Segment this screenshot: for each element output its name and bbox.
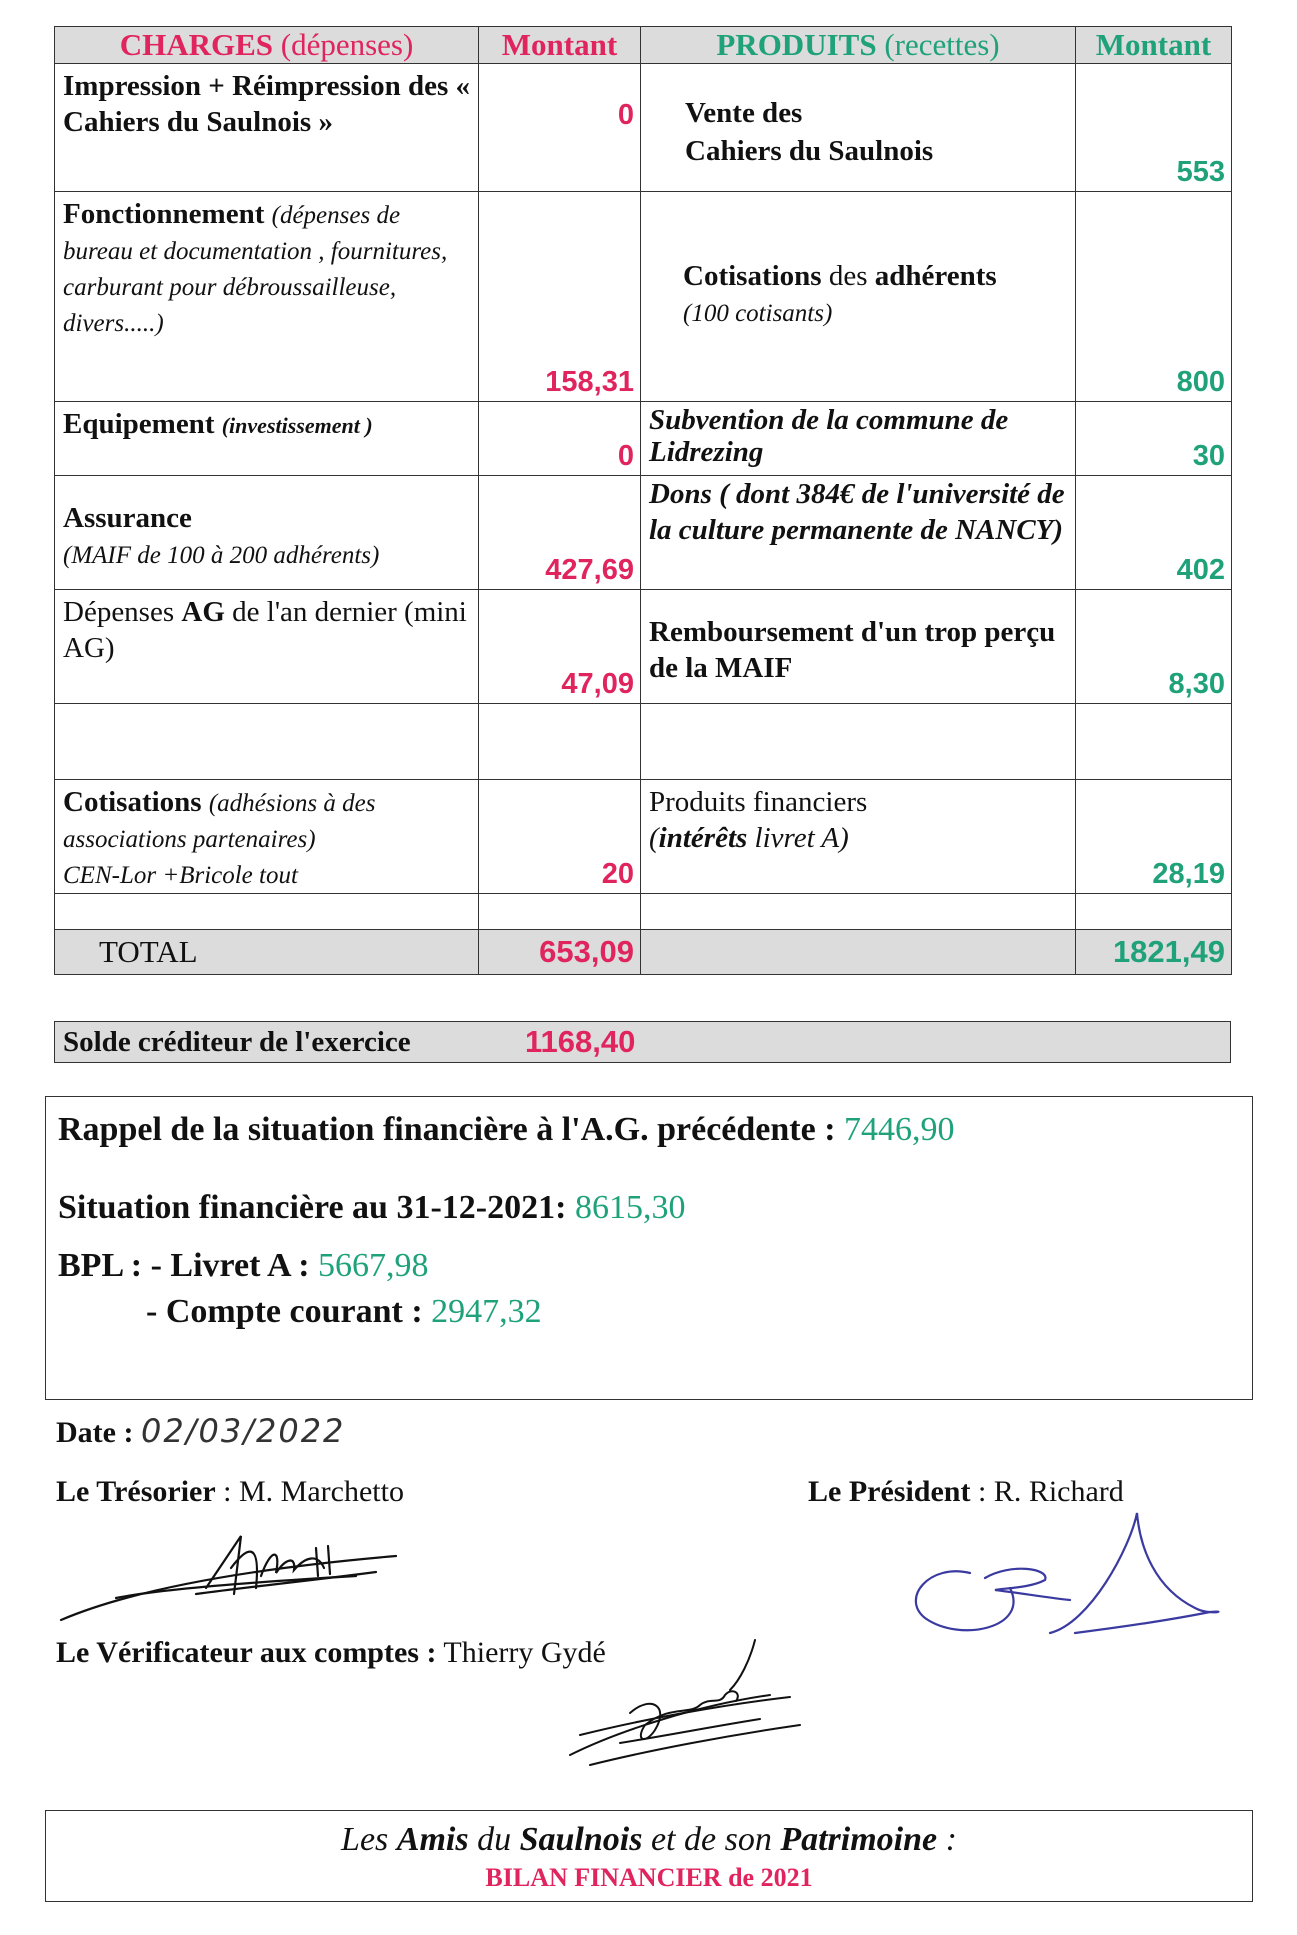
table-row: [55, 780, 1232, 894]
table-row: [55, 192, 1232, 402]
produit-amount: 28,19: [1076, 780, 1232, 894]
charge-amount: 158,31: [479, 192, 641, 402]
situation-box: [45, 1096, 1253, 1400]
compte-value: 2947,32: [431, 1293, 542, 1330]
table-row: [55, 590, 1232, 704]
date-value: 02/03/2022: [140, 1412, 346, 1450]
total-row: [55, 930, 1232, 975]
livret-line: BPL : - Livret A : 5667,98: [58, 1247, 429, 1284]
solde-bar: [54, 1021, 1231, 1063]
footer-subtitle: BILAN FINANCIER de 2021: [485, 1863, 813, 1892]
total-produits: 1821,49: [1076, 930, 1232, 975]
produit-financiers: Produits financiers (intérêts livret A): [641, 780, 1076, 894]
verificateur-line: Le Vérificateur aux comptes : Thierry Gydé: [56, 1636, 606, 1669]
table-row: [55, 64, 1232, 192]
table-row-empty: [55, 704, 1232, 780]
charge-equipement: Equipement (investissement ): [55, 402, 479, 476]
situation-value: 8615,30: [574, 1189, 686, 1226]
president-line: Le Président : R. Richard: [808, 1475, 1124, 1508]
produit-amount: 30: [1076, 402, 1232, 476]
header-produits: PRODUITS (recettes): [641, 27, 1076, 64]
produit-dons: Dons ( dont 384€ de l'université de la culture permanente de NANCY): [641, 476, 1076, 590]
verificateur-signature-icon: [560, 1635, 820, 1775]
charge-impression: Impression + Réimpression des « Cahiers du Saulnois »: [55, 64, 479, 192]
date-line: Date : 02/03/2022: [56, 1412, 346, 1450]
charge-amount: 47,09: [479, 590, 641, 704]
produit-amount: 402: [1076, 476, 1232, 590]
charge-assurance: Assurance (MAIF de 100 à 200 adhérents): [55, 476, 479, 590]
solde-label: Solde créditeur de l'exercice: [63, 1025, 411, 1058]
footer-title-box: [45, 1810, 1253, 1902]
livret-value: 5667,98: [318, 1247, 429, 1284]
charge-amount: 0: [479, 64, 641, 192]
total-charges: 653,09: [479, 930, 641, 975]
charge-fonctionnement: Fonctionnement (dépenses de bureau et documentation , fournitures, carburant pour débroussailleuse, divers.....): [55, 192, 479, 402]
rappel-line: Rappel de la situation financière à l'A.G. précédente : 7446,90: [58, 1111, 955, 1148]
charge-amount: 427,69: [479, 476, 641, 590]
produit-amount: 8,30: [1076, 590, 1232, 704]
header-montant-produits: Montant: [1076, 27, 1232, 64]
rappel-value: 7446,90: [844, 1111, 955, 1148]
produit-vente: Vente des Cahiers du Saulnois: [641, 64, 1076, 192]
produit-amount: 800: [1076, 192, 1232, 402]
table-header-row: [55, 27, 1232, 64]
produit-subvention: Subvention de la commune de Lidrezing: [641, 402, 1076, 476]
header-montant-charges: Montant: [479, 27, 641, 64]
charge-cotisations: Cotisations (adhésions à des associations partenaires) CEN-Lor +Bricole tout: [55, 780, 479, 894]
solde-value: 1168,40: [525, 1024, 636, 1059]
charge-amount: 0: [479, 402, 641, 476]
president-signature-icon: [900, 1508, 1240, 1658]
charge-amount: 20: [479, 780, 641, 894]
tresorier-signature-icon: [56, 1528, 416, 1628]
footer-association-name: Les Amis du Saulnois et de son Patrimoine :: [341, 1821, 957, 1858]
produit-amount: 553: [1076, 64, 1232, 192]
tresorier-line: Le Trésorier : M. Marchetto: [56, 1475, 404, 1508]
table-row-empty: [55, 894, 1232, 930]
charge-depenses-ag: Dépenses AG de l'an dernier (mini AG): [55, 590, 479, 704]
situation-line: Situation financière au 31-12-2021: 8615,30: [58, 1189, 686, 1226]
compte-line: - Compte courant : 2947,32: [146, 1293, 542, 1330]
header-charges: CHARGES (dépenses): [55, 27, 479, 64]
produit-cotisations: Cotisations des adhérents (100 cotisants): [641, 192, 1076, 402]
budget-table: [54, 26, 1232, 975]
table-row: [55, 402, 1232, 476]
table-row: [55, 476, 1232, 590]
total-label: TOTAL: [55, 930, 479, 975]
produit-remboursement: Remboursement d'un trop perçu de la MAIF: [641, 590, 1076, 704]
